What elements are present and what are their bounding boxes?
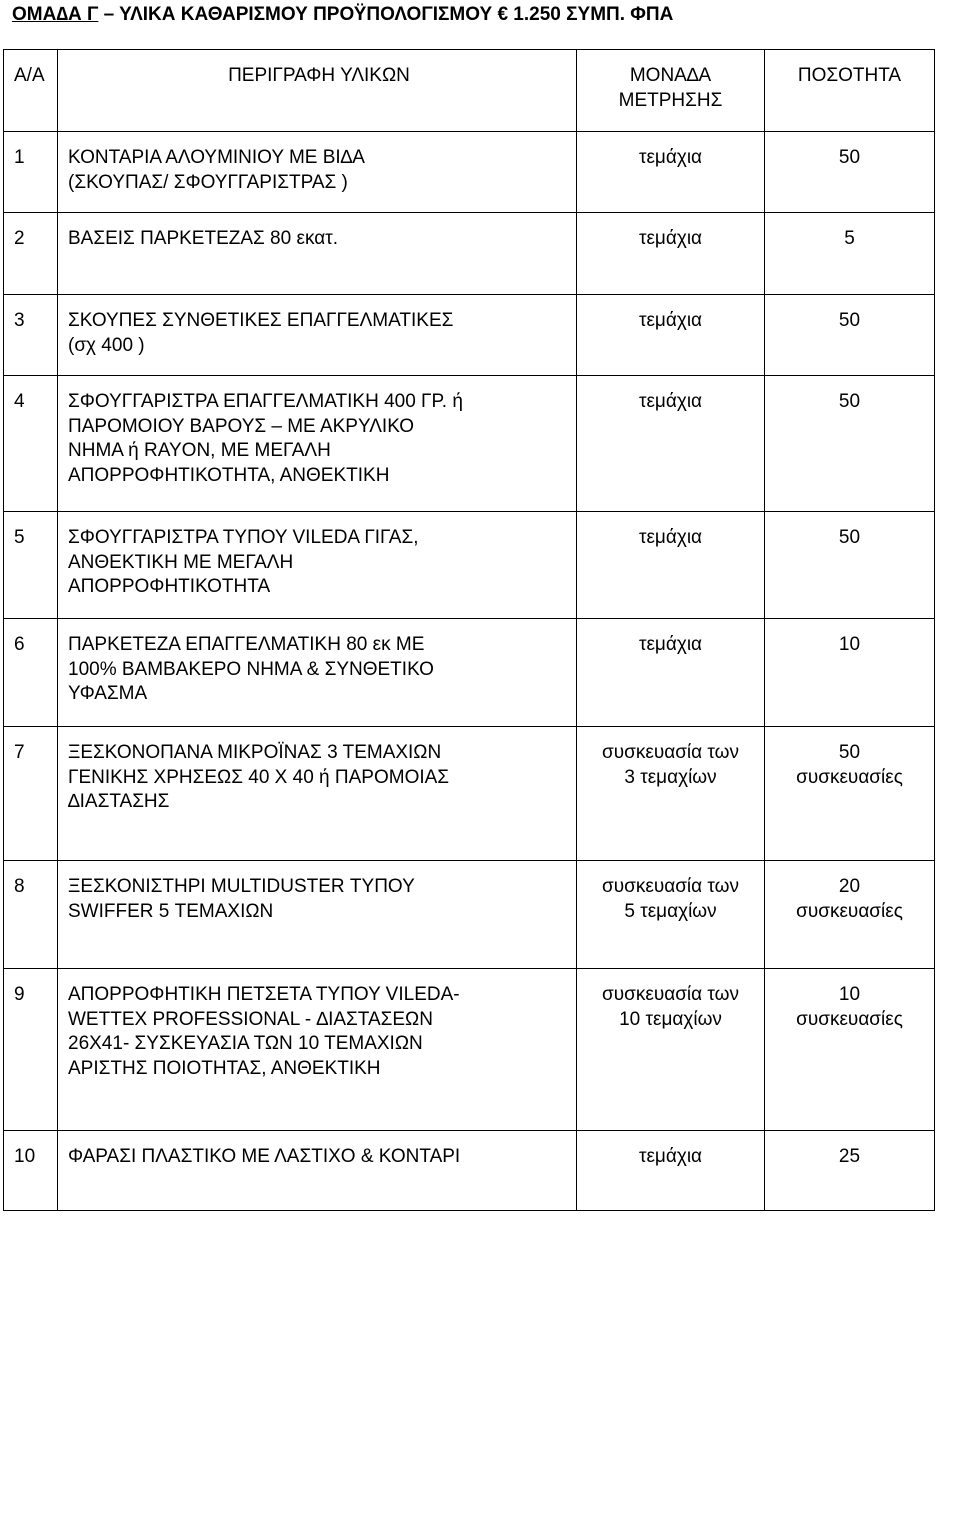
title-description: – ΥΛΙΚΑ ΚΑΘΑΡΙΣΜΟΥ ΠΡΟΫΠΟΛΟΓΙΣΜΟΥ € 1.250 ΣΥΜΠ. ΦΠΑ [98,4,674,25]
row-unit: τεμάχια [577,1131,765,1211]
row-description: ΒΑΣΕΙΣ ΠΑΡΚΕΤΕΖΑΣ 80 εκατ. [58,213,577,295]
table-header-row [4,50,935,132]
row-quantity: 10 [765,619,935,727]
row-num: 6 [4,619,58,727]
row-quantity: 25 [765,1131,935,1211]
table-row [4,213,935,295]
row-num: 1 [4,132,58,213]
row-unit: τεμάχια [577,619,765,727]
row-unit: συσκευασία των 5 τεμαχίων [577,861,765,969]
row-num: 3 [4,295,58,376]
row-num: 10 [4,1131,58,1211]
row-quantity: 50 [765,376,935,512]
title-group-label: ΟΜΑ∆Α Γ [12,4,99,25]
row-num: 5 [4,512,58,619]
table-row [4,727,935,861]
row-unit: συσκευασία των 3 τεμαχίων [577,727,765,861]
header-description: ΠΕΡΙΓΡΑΦΗ ΥΛΙΚΩΝ [58,50,577,132]
table-row [4,969,935,1131]
row-description: ΞΕΣΚΟΝΟΠΑΝΑ ΜΙΚΡΟΪΝΑΣ 3 ΤΕΜΑΧΙΩΝ ΓΕΝΙΚΗΣ ΧΡΗΣΕΩΣ 40 Χ 40 ή ΠΑΡΟΜΟΙΑΣ ∆ΙΑΣΤΑΣΗΣ [58,727,577,861]
row-description: ΠΑΡΚΕΤΕΖΑ ΕΠΑΓΓΕΛΜΑΤΙΚΗ 80 εκ ΜΕ 100% ΒΑΜΒΑΚΕΡΟ ΝΗΜΑ & ΣΥΝΘΕΤΙΚΟ ΥΦΑΣΜΑ [58,619,577,727]
table-row [4,512,935,619]
header-unit: ΜΟΝΑ∆Α ΜΕΤΡΗΣΗΣ [577,50,765,132]
row-num: 7 [4,727,58,861]
header-quantity: ΠΟΣΟΤΗΤΑ [765,50,935,132]
table-row [4,1131,935,1211]
row-num: 4 [4,376,58,512]
row-quantity: 50 [765,512,935,619]
document-title [12,4,673,26]
row-unit: τεμάχια [577,213,765,295]
row-quantity: 5 [765,213,935,295]
row-quantity: 10 συσκευασίες [765,969,935,1131]
row-description: ΣΦΟΥΓΓΑΡΙΣΤΡΑ ΤΥΠΟΥ VILEDA ΓΙΓΑΣ, ΑΝΘΕΚΤΙΚΗ ΜΕ ΜΕΓΑΛΗ ΑΠΟΡΡΟΦΗΤΙΚΟΤΗΤΑ [58,512,577,619]
row-unit: τεμάχια [577,512,765,619]
row-description: ΞΕΣΚΟΝΙΣΤΗΡΙ MULTIDUSTER ΤΥΠΟΥ SWIFFER 5 ΤΕΜΑΧΙΩΝ [58,861,577,969]
row-description: ΣΚΟΥΠΕΣ ΣΥΝΘΕΤΙΚΕΣ ΕΠΑΓΓΕΛΜΑΤΙΚΕΣ (σχ 400 ) [58,295,577,376]
row-unit: τεμάχια [577,132,765,213]
row-description: ΑΠΟΡΡΟΦΗΤΙΚΗ ΠΕΤΣΕΤΑ ΤΥΠΟΥ VILEDA- WETTEX PROFESSIONAL - ∆ΙΑΣΤΑΣΕΩΝ 26Χ41- ΣΥΣΚΕΥΑΣΙΑ ΤΩΝ 10 ΤΕΜΑΧΙΩΝ ΑΡΙΣΤΗΣ ΠΟΙΟΤΗΤΑΣ, ΑΝΘΕΚΤΙΚΗ [58,969,577,1131]
row-num: 2 [4,213,58,295]
row-quantity: 50 συσκευασίες [765,727,935,861]
row-description: ΦΑΡΑΣΙ ΠΛΑΣΤΙΚΟ ΜΕ ΛΑΣΤΙΧΟ & ΚΟΝΤΑΡΙ [58,1131,577,1211]
row-num: 8 [4,861,58,969]
row-num: 9 [4,969,58,1131]
header-num: Α/Α [4,50,58,132]
table-row [4,132,935,213]
row-unit: τεμάχια [577,376,765,512]
row-quantity: 50 [765,295,935,376]
table-row [4,295,935,376]
table-row [4,619,935,727]
row-unit: συσκευασία των 10 τεμαχίων [577,969,765,1131]
table-row [4,376,935,512]
table-row [4,861,935,969]
row-quantity: 20 συσκευασίες [765,861,935,969]
items-table [3,49,935,1211]
row-description: ΚΟΝΤΑΡΙΑ ΑΛΟΥΜΙΝΙΟΥ ΜΕ ΒΙ∆Α (ΣΚΟΥΠΑΣ/ ΣΦΟΥΓΓΑΡΙΣΤΡΑΣ ) [58,132,577,213]
row-description: ΣΦΟΥΓΓΑΡΙΣΤΡΑ ΕΠΑΓΓΕΛΜΑΤΙΚΗ 400 ΓΡ. ή ΠΑΡΟΜΟΙΟΥ ΒΑΡΟΥΣ – ΜΕ ΑΚΡΥΛΙΚΟ ΝΗΜΑ ή RAYON, ΜΕ ΜΕΓΑΛΗ ΑΠΟΡΡΟΦΗΤΙΚΟΤΗΤΑ, ΑΝΘΕΚΤΙΚΗ [58,376,577,512]
row-unit: τεμάχια [577,295,765,376]
row-quantity: 50 [765,132,935,213]
